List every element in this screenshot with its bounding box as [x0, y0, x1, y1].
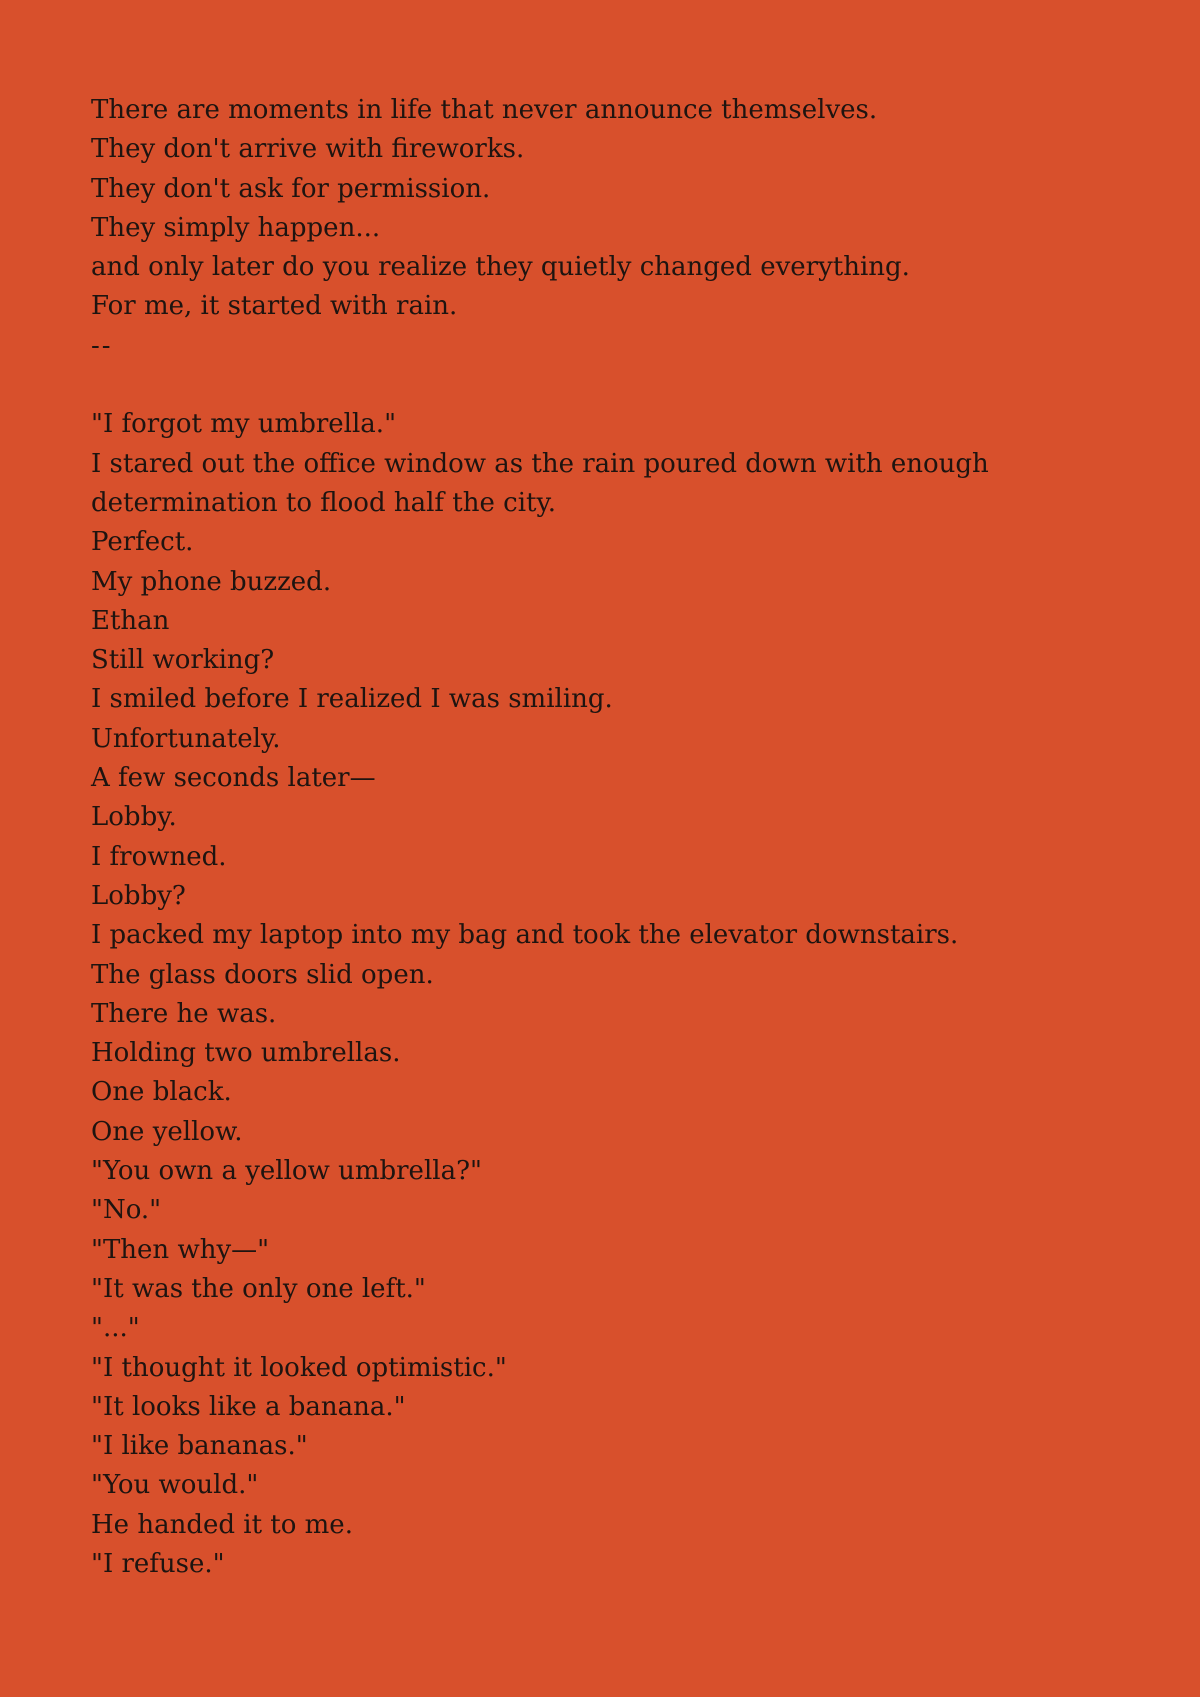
intro-line: They simply happen...	[91, 212, 381, 243]
story-line: "Then why—"	[91, 1234, 270, 1265]
intro-line: They don't ask for permission.	[91, 173, 491, 204]
story-line: He handed it to me.	[91, 1509, 353, 1540]
story-line: Perfect.	[91, 527, 194, 558]
story-line: Still working?	[91, 645, 275, 676]
intro-line: They don't arrive with fireworks.	[91, 134, 525, 165]
story-line: I smiled before I realized I was smiling.	[91, 684, 613, 715]
story-line: "I like bananas."	[91, 1431, 308, 1462]
intro-line: For me, it started with rain.	[91, 291, 458, 322]
story-line: "You own a yellow umbrella?"	[91, 1156, 482, 1187]
story-line: "It looks like a banana."	[91, 1391, 406, 1422]
intro-line: There are moments in life that never announce themselves.	[91, 95, 878, 125]
story-line: A few seconds later—	[91, 763, 376, 794]
story-line: I stared out the office window as the rain poured down with enough determination to flood half the city.	[91, 448, 989, 518]
story-line: My phone buzzed.	[91, 566, 332, 597]
blank-line	[91, 366, 1121, 405]
intro-line: and only later do you realize they quietly changed everything.	[91, 252, 910, 283]
story-line: "It was the only one left."	[91, 1273, 426, 1304]
intro-section	[91, 91, 1121, 366]
section-separator: --	[91, 330, 113, 361]
story-line: Unfortunately.	[91, 723, 281, 754]
story-page	[91, 91, 1121, 1584]
story-line: Lobby.	[91, 802, 177, 833]
story-line: The glass doors slid open.	[91, 959, 434, 990]
story-section	[91, 405, 1121, 1584]
story-line: I packed my laptop into my bag and took the elevator downstairs.	[91, 920, 959, 951]
story-line: Ethan	[91, 605, 170, 636]
story-line: One yellow.	[91, 1116, 243, 1147]
story-line: Lobby?	[91, 880, 186, 911]
story-line: "..."	[91, 1313, 140, 1344]
story-line: "I forgot my umbrella."	[91, 409, 397, 440]
story-line: "I refuse."	[91, 1548, 225, 1579]
story-line: I frowned.	[91, 841, 227, 872]
story-line: One black.	[91, 1077, 232, 1108]
story-line: "You would."	[91, 1470, 259, 1501]
story-line: There he was.	[91, 998, 277, 1029]
story-line: Holding two umbrellas.	[91, 1038, 401, 1069]
story-line: "I thought it looked optimistic."	[91, 1352, 507, 1383]
story-line: "No."	[91, 1195, 162, 1226]
